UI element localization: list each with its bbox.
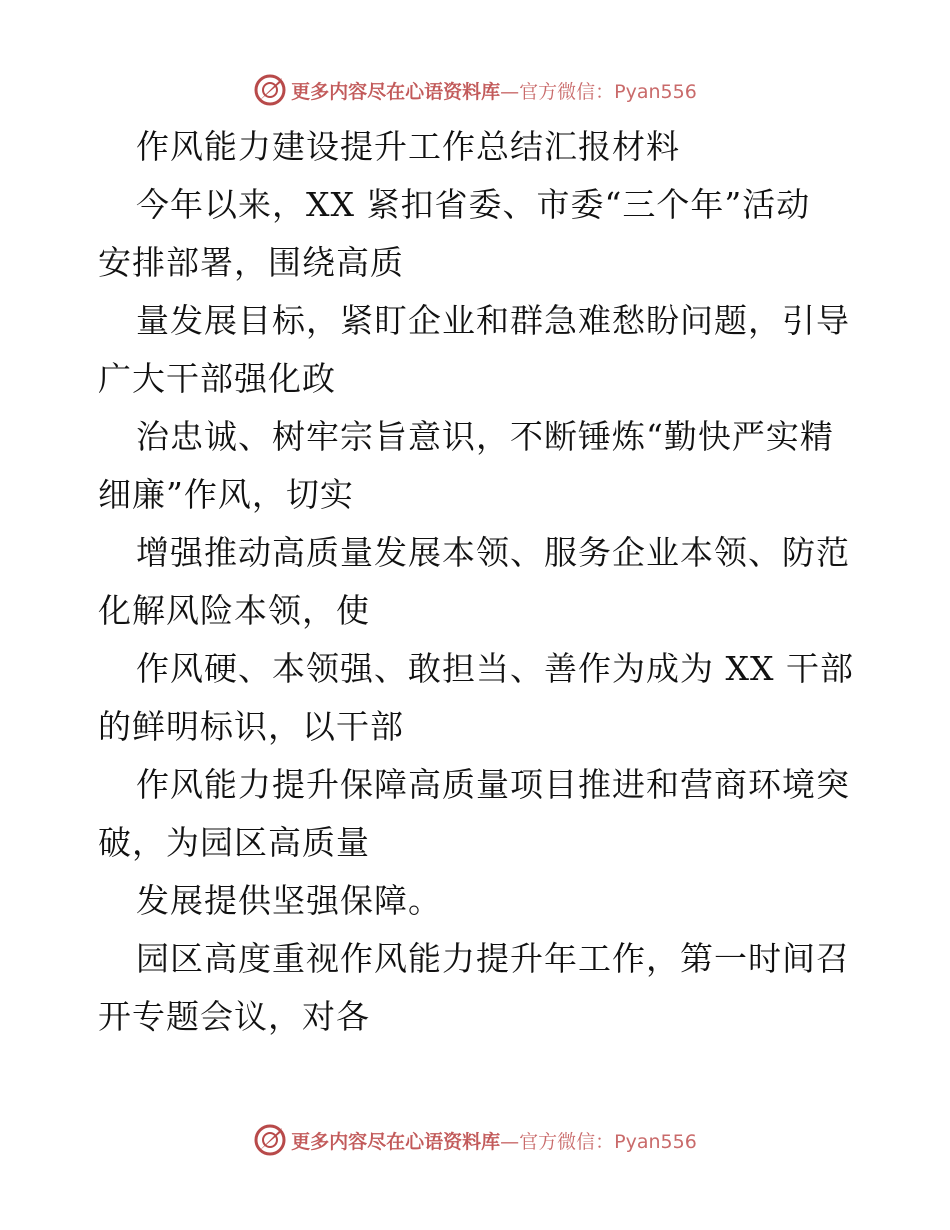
paragraph-line: 今年以来，XX 紧扣省委、市委“三个年”活动 bbox=[136, 185, 811, 224]
banner-text: 更多内容尽在心语资料库—官方微信：Pyan556 bbox=[291, 1130, 697, 1153]
header-banner bbox=[0, 70, 950, 110]
paragraph-line: 细廉”作风，切实 bbox=[98, 475, 354, 514]
paragraph-line: 量发展目标，紧盯企业和群急难愁盼问题，引导 bbox=[136, 301, 850, 340]
document-title: 作风能力建设提升工作总结汇报材料 bbox=[136, 127, 680, 166]
paragraph-line: 安排部署，围绕高质 bbox=[98, 243, 404, 282]
paragraph-line: 广大干部强化政 bbox=[98, 359, 336, 398]
paragraph-line: 园区高度重视作风能力提升年工作，第一时间召 bbox=[136, 939, 850, 978]
paragraph-line: 治忠诚、树牢宗旨意识，不断锤炼“勤快严实精 bbox=[136, 417, 834, 456]
paragraph-line: 作风能力提升保障高质量项目推进和营商环境突 bbox=[136, 765, 850, 804]
document-body bbox=[98, 118, 858, 1046]
paragraph-line: 破，为园区高质量 bbox=[98, 823, 370, 862]
banner-text: 更多内容尽在心语资料库—官方微信：Pyan556 bbox=[291, 80, 697, 103]
footer-banner bbox=[0, 1120, 950, 1160]
paragraph-line: 化解风险本领，使 bbox=[98, 591, 370, 630]
paragraph-line: 开专题会议，对各 bbox=[98, 997, 370, 1036]
logo-icon bbox=[253, 1123, 287, 1157]
paragraph-line: 的鲜明标识，以干部 bbox=[98, 707, 404, 746]
paragraph-line: 增强推动高质量发展本领、服务企业本领、防范 bbox=[136, 533, 850, 572]
paragraph-line: 作风硬、本领强、敢担当、善作为成为 XX 干部 bbox=[136, 649, 854, 688]
logo-icon bbox=[253, 73, 287, 107]
paragraph-line: 发展提供坚强保障。 bbox=[136, 881, 442, 920]
